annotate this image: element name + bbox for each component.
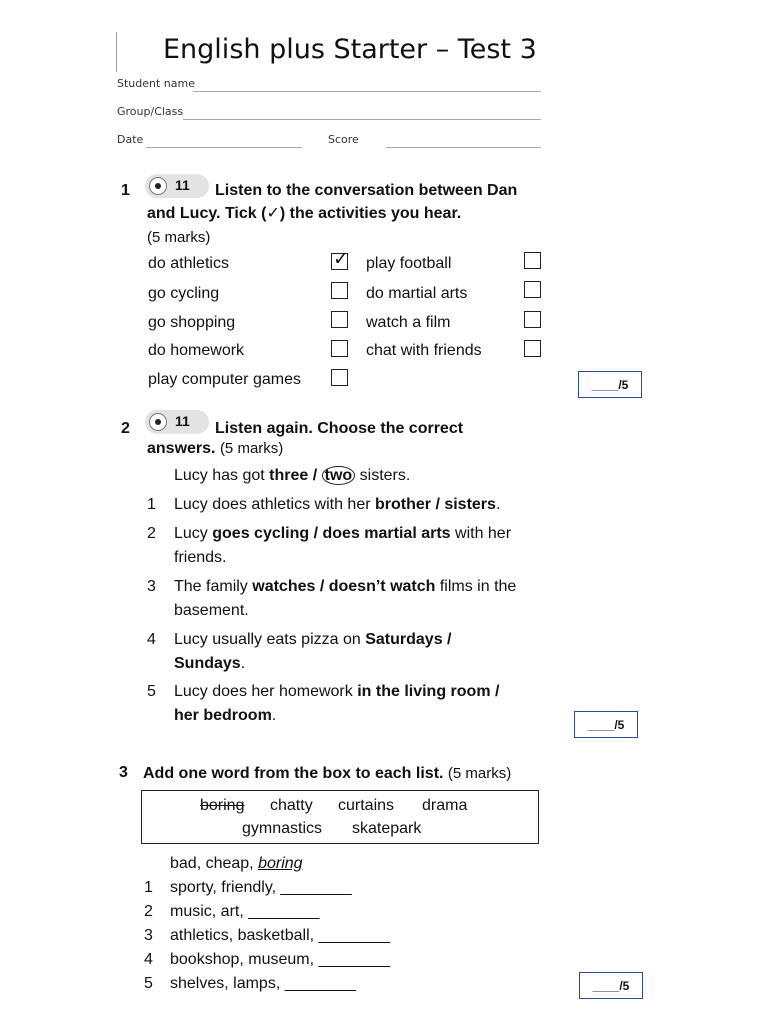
- q2-number: 2: [121, 420, 130, 437]
- q2-instruction-b: answers. (5 marks): [147, 440, 284, 457]
- activity-label: go cycling: [148, 285, 220, 302]
- q3-item[interactable]: athletics, basketball, ________: [170, 927, 390, 944]
- activity-label: do homework: [148, 342, 245, 359]
- q1-instruction-a: Listen to the conversation between Dan: [215, 182, 518, 199]
- activity-checkbox[interactable]: [331, 340, 348, 357]
- score-field[interactable]: [386, 147, 541, 148]
- q2-item: Lucy usually eats pizza on Saturdays / Sundays.: [174, 631, 452, 672]
- q2-audio-badge[interactable]: [145, 410, 209, 434]
- q3-item-number: 2: [144, 903, 153, 920]
- activity-checkbox[interactable]: [524, 281, 541, 298]
- q3-item[interactable]: shelves, lamps, ________: [170, 975, 356, 992]
- page-title: English plus Starter – Test 3: [163, 34, 537, 65]
- activity-checkbox[interactable]: [331, 311, 348, 328]
- q3-instruction: Add one word from the box to each list. (5 marks): [143, 765, 512, 782]
- audio-disc-icon: [149, 177, 167, 195]
- activity-label: do martial arts: [366, 285, 468, 302]
- q3-item[interactable]: bookshop, museum, ________: [170, 951, 390, 968]
- q1-instruction-b: and Lucy. Tick (✓) the activities you hear.: [147, 203, 462, 222]
- q2-item: The family watches / doesn’t watch films in the basement.: [174, 578, 517, 619]
- q1-score-box[interactable]: ____/5: [578, 371, 642, 398]
- q3-example: bad, cheap, boring: [170, 855, 303, 872]
- activity-label: play computer games: [148, 371, 301, 388]
- activity-label: watch a film: [366, 314, 451, 331]
- date-field[interactable]: [146, 147, 302, 148]
- title-rule: [116, 32, 117, 72]
- q3-item-number: 3: [144, 927, 153, 944]
- student-name-field[interactable]: [193, 91, 541, 92]
- box-word: chatty: [270, 797, 313, 814]
- box-word: gymnastics: [242, 820, 323, 837]
- audio-disc-icon: [149, 413, 167, 431]
- q2-item: Lucy does athletics with her brother / sisters.: [174, 496, 501, 513]
- activity-checkbox[interactable]: [524, 340, 541, 357]
- activity-label: go shopping: [148, 314, 236, 331]
- check-icon: ✓: [333, 248, 349, 270]
- q3-item-number: 1: [144, 879, 153, 896]
- q3-number: 3: [119, 764, 128, 781]
- score-label: Score: [328, 133, 359, 146]
- q2-item-number: 2: [147, 525, 156, 542]
- q2-example: Lucy has got three / two sisters.: [174, 467, 411, 484]
- circled-answer: two: [322, 466, 356, 485]
- q2-score-box[interactable]: ____/5: [574, 711, 638, 738]
- activity-label: play football: [366, 255, 452, 272]
- activity-label: chat with friends: [366, 342, 482, 359]
- q2-item: Lucy does her homework in the living room / her bedroom.: [174, 683, 500, 724]
- activity-checkbox[interactable]: [331, 248, 349, 270]
- activity-checkbox[interactable]: [524, 252, 541, 269]
- q3-item[interactable]: sporty, friendly, ________: [170, 879, 352, 896]
- activity-checkbox[interactable]: [331, 369, 348, 386]
- group-class-field[interactable]: [183, 119, 541, 120]
- example-answer: boring: [258, 855, 303, 872]
- activity-checkbox[interactable]: [524, 311, 541, 328]
- q2-item-number: 1: [147, 496, 156, 513]
- activity-checkbox[interactable]: [331, 282, 348, 299]
- q2-item-number: 4: [147, 631, 156, 648]
- group-class-label: Group/Class: [117, 105, 184, 118]
- q3-item[interactable]: music, art, ________: [170, 903, 320, 920]
- q1-audio-badge[interactable]: [145, 174, 209, 198]
- q3-item-number: 4: [144, 951, 153, 968]
- q1-audio-track: 11: [175, 177, 190, 193]
- q3-score-box[interactable]: ____/5: [579, 972, 643, 999]
- q2-audio-track: 11: [175, 413, 190, 429]
- box-word: skatepark: [352, 820, 422, 837]
- student-name-label: Student name: [117, 77, 195, 90]
- box-word: curtains: [338, 797, 395, 814]
- box-word-used: boring: [200, 797, 245, 814]
- q2-instruction-a: Listen again. Choose the correct: [215, 420, 464, 437]
- q2-item-number: 3: [147, 578, 156, 595]
- date-label: Date: [117, 133, 144, 146]
- q2-item-number: 5: [147, 683, 156, 700]
- q1-marks: (5 marks): [147, 229, 211, 246]
- q1-number: 1: [121, 182, 130, 199]
- q2-item: Lucy goes cycling / does martial arts with her friends.: [174, 525, 512, 566]
- activity-label: do athletics: [148, 255, 229, 272]
- box-word: drama: [422, 797, 468, 814]
- q3-item-number: 5: [144, 975, 153, 992]
- tick-glyph: ✓: [266, 203, 280, 222]
